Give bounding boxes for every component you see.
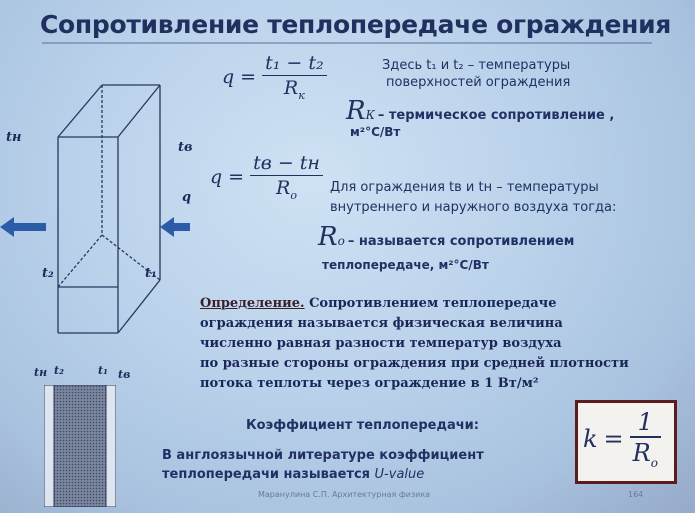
- footer-author: Маранулина С.П. Архитектурная физика: [258, 490, 431, 499]
- ro-definition: [318, 222, 574, 252]
- layer-label-tv: tв: [118, 368, 131, 381]
- definition-block: [200, 294, 629, 394]
- ro-units: теплопередаче, м²°С/Вт: [322, 258, 489, 272]
- definition-line2: ограждения называется физическая величина: [200, 316, 563, 331]
- formula-q-rk: [222, 52, 327, 102]
- formula2-eq: =: [228, 165, 245, 188]
- k-eq: =: [603, 424, 624, 453]
- label-t2: t₂: [42, 266, 54, 281]
- definition-line3: численно равная разности температур воздуха: [200, 336, 562, 351]
- label-q: q: [182, 190, 192, 205]
- ro-sub: о: [337, 234, 345, 248]
- note2-line2: внутреннего и наружного воздуха тогда:: [330, 200, 617, 215]
- heat-arrow-right: [160, 217, 190, 237]
- k-numerator: 1: [630, 408, 661, 438]
- wall-section: [44, 385, 116, 507]
- rk-symbol: R: [346, 96, 366, 126]
- formula1-numerator: t₁ − t₂: [262, 52, 327, 76]
- formula1-denominator: R: [283, 77, 299, 99]
- english-note: [162, 446, 484, 484]
- formula1-den-sub: к: [298, 88, 305, 102]
- formula2-numerator: tв − tн: [250, 152, 323, 176]
- heat-arrow-left: [0, 217, 46, 237]
- english-term: U-value: [374, 467, 425, 482]
- ro-symbol: R: [318, 222, 338, 252]
- layer-label-t2: t₂: [54, 364, 64, 377]
- k-denominator: R: [632, 439, 651, 467]
- k-den-sub: о: [650, 455, 658, 470]
- formula2-den-sub: о: [290, 188, 297, 202]
- title-underline: [42, 42, 652, 44]
- slide-title: Сопротивление теплопередаче ограждения: [40, 10, 672, 39]
- definition-line5: потока теплоты через ограждение в 1 Вт/м²: [200, 376, 539, 391]
- formula1-eq: =: [240, 65, 257, 88]
- definition-line4: по разные стороны ограждения при средней плотности: [200, 356, 629, 371]
- rk-sub: К: [365, 108, 375, 122]
- note1-line1: Здесь t₁ и t₂ – температуры: [382, 58, 571, 73]
- label-tv: tв: [178, 140, 193, 155]
- note2-line1: Для ограждения tв и tн – температуры: [330, 180, 599, 195]
- rk-definition: [346, 96, 614, 126]
- note-air-temps: [330, 178, 616, 218]
- definition-head: Определение.: [200, 296, 305, 311]
- formula1-lhs: q: [222, 65, 235, 88]
- layer-label-t1: t₁: [98, 364, 108, 377]
- note-surface-temps: [382, 57, 570, 91]
- english-line1: В англоязычной литературе коэффициент: [162, 448, 484, 463]
- k-lhs: k: [583, 424, 598, 453]
- layer-label-tn: tн: [34, 366, 48, 379]
- formula2-denominator: R: [276, 177, 291, 199]
- rk-units: м²°С/Вт: [350, 125, 401, 139]
- ro-text: – называется сопротивлением: [347, 234, 575, 249]
- english-line2-prefix: теплопередачи называется: [162, 467, 375, 482]
- formula2-lhs: q: [210, 165, 223, 188]
- note1-line2: поверхностей ограждения: [386, 75, 571, 90]
- rk-text: – термическое сопротивление ,: [377, 108, 615, 123]
- k-formula: [583, 408, 661, 470]
- page-number: 164: [628, 490, 644, 499]
- wall-diagram: [0, 75, 190, 345]
- label-t1: t₁: [145, 266, 157, 281]
- coef-label: Коэффициент теплопередачи:: [246, 418, 479, 433]
- definition-line1: Сопротивлением теплопередаче: [309, 296, 557, 311]
- label-tn: tн: [6, 130, 22, 145]
- formula-q-ro: [210, 152, 323, 202]
